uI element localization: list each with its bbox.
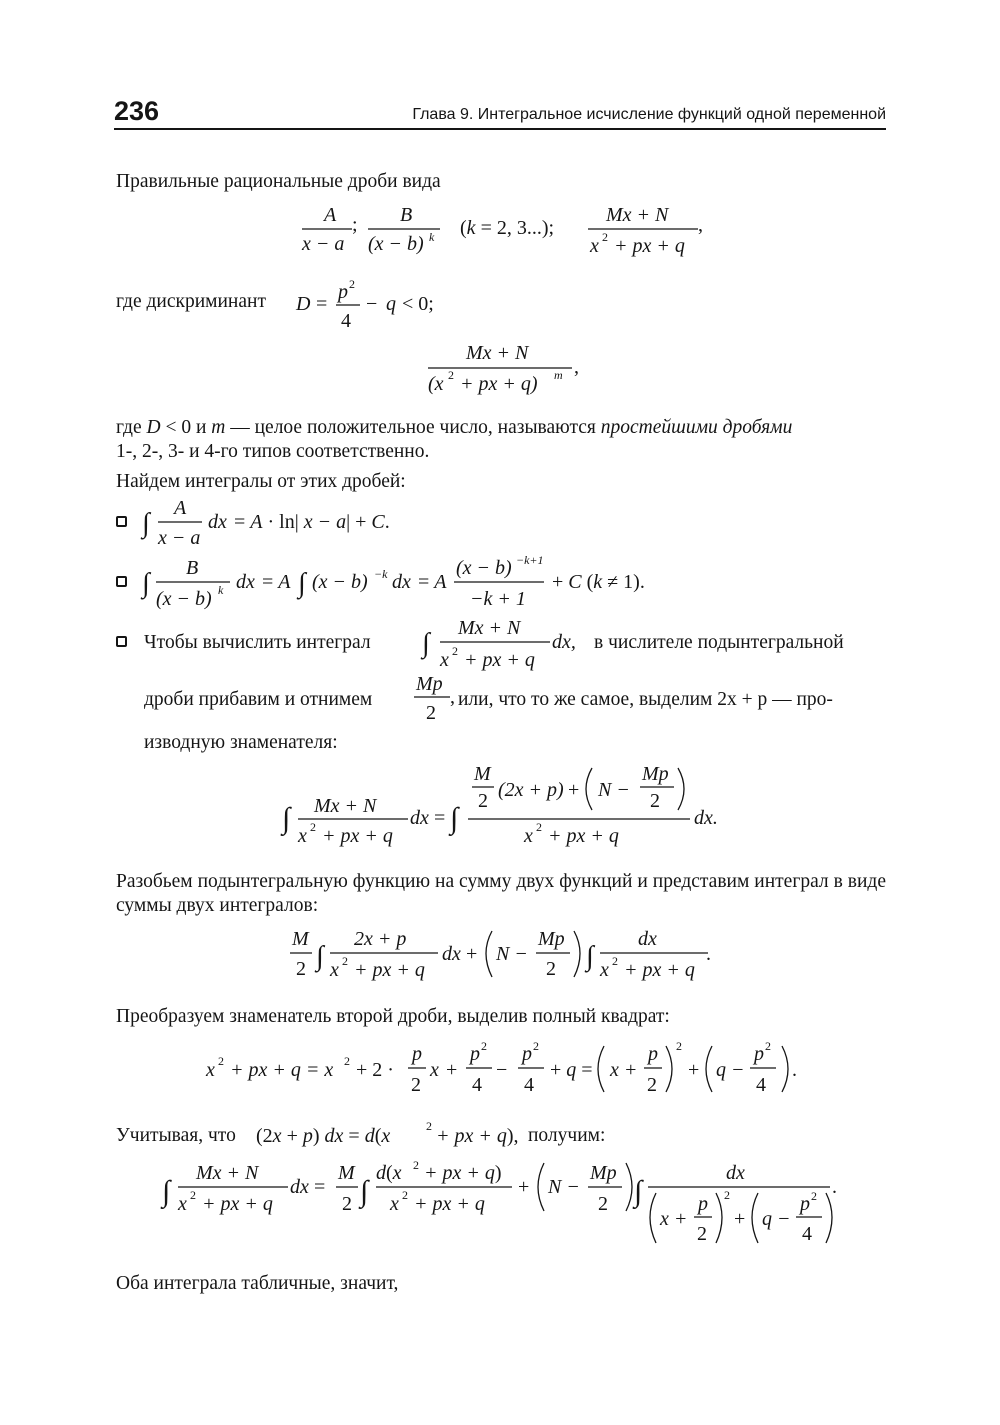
- bullet-marker-1: [116, 516, 127, 527]
- svg-text:dx: dx: [236, 571, 255, 593]
- svg-text:= A · ln| x − a| + C.: = A · ln| x − a| + C.: [234, 511, 390, 533]
- svg-text:−k + 1: −k + 1: [470, 588, 526, 610]
- svg-text:2: 2: [426, 1119, 432, 1133]
- svg-text:dx: dx: [442, 943, 461, 965]
- simplest-fractions-term: простейшими дробями: [600, 417, 793, 438]
- item3-prefix: Чтобы вычислить интеграл: [144, 632, 371, 653]
- svg-text:d(x: d(x: [376, 1162, 402, 1184]
- svg-text:2: 2: [546, 958, 556, 980]
- svg-text:Mp: Mp: [590, 1162, 617, 1184]
- bullet-marker-3: [116, 636, 127, 647]
- svg-text:= A: = A: [262, 571, 291, 593]
- svg-text:+ px + q: + px + q: [624, 959, 695, 981]
- svg-text:;: ;: [352, 214, 358, 236]
- svg-text:2: 2: [598, 1193, 608, 1215]
- item3-line2-suffix: или, что то же самое, выделим 2x + p — про-: [458, 689, 833, 710]
- final-decomposition-formula: [160, 1155, 840, 1255]
- svg-text:∫: ∫: [298, 568, 306, 599]
- find-integrals-text: Найдем интегралы от этих дробей:: [116, 471, 406, 492]
- svg-text:=: =: [314, 1176, 326, 1198]
- header-rule: [114, 128, 886, 130]
- svg-text:+ px + q: + px + q: [354, 959, 425, 981]
- svg-text:2: 2: [349, 277, 355, 291]
- svg-text:x: x: [330, 959, 339, 981]
- svg-text:p: p: [648, 1043, 658, 1065]
- svg-text:x: x: [206, 1059, 215, 1081]
- svg-text:∫: ∫: [450, 802, 459, 835]
- svg-text:2: 2: [411, 1074, 421, 1096]
- svg-text:=: =: [316, 293, 328, 315]
- svg-text:N −: N −: [496, 943, 528, 965]
- svg-text:x: x: [524, 825, 533, 847]
- svg-text:Mx + N: Mx + N: [606, 204, 669, 226]
- svg-text:2: 2: [402, 1188, 408, 1202]
- svg-text:2: 2: [612, 954, 618, 968]
- svg-text:+ px + q): + px + q): [424, 1162, 502, 1184]
- svg-text:∫: ∫: [316, 941, 324, 972]
- svg-text:=: =: [434, 807, 446, 829]
- svg-text:x +: x +: [660, 1208, 688, 1230]
- integral-type-1: [140, 496, 420, 554]
- svg-text:2: 2: [647, 1074, 657, 1096]
- svg-text:,: ,: [574, 356, 579, 378]
- svg-text:+: +: [734, 1208, 746, 1230]
- svg-text:p: p: [522, 1043, 532, 1065]
- differential-identity: [254, 1116, 524, 1150]
- svg-text:2: 2: [310, 820, 316, 834]
- svg-text:∫: ∫: [142, 568, 150, 599]
- svg-text:p: p: [338, 281, 348, 303]
- svg-text:4: 4: [472, 1074, 482, 1096]
- complete-square-formula: [204, 1040, 804, 1102]
- svg-text:x: x: [298, 825, 307, 847]
- svg-text:+ C (k ≠ 1).: + C (k ≠ 1).: [552, 571, 645, 593]
- svg-text:q −: q −: [716, 1059, 745, 1081]
- svg-text:x − a: x − a: [158, 527, 201, 549]
- svg-text:2: 2: [452, 644, 458, 658]
- svg-text:2: 2: [190, 1188, 196, 1202]
- svg-text:dx: dx: [290, 1176, 309, 1198]
- fourth-type-fraction: [424, 338, 594, 400]
- condition-text: — целое положительное число, называются: [230, 417, 596, 438]
- intro-paragraph: Правильные рациональные дроби вида: [116, 171, 441, 192]
- svg-text:2: 2: [448, 368, 454, 382]
- svg-text:M: M: [338, 1162, 355, 1184]
- svg-text:,: ,: [450, 686, 455, 708]
- svg-text:k: k: [218, 583, 224, 597]
- svg-text:p: p: [470, 1043, 480, 1065]
- svg-text:(x − b): (x − b): [312, 571, 368, 593]
- svg-text:q: q: [386, 293, 396, 315]
- svg-text:2: 2: [344, 1054, 350, 1068]
- considering-prefix: Учитывая, что: [116, 1125, 236, 1146]
- svg-text:+ q =: + q =: [550, 1059, 593, 1081]
- svg-text:∫: ∫: [360, 1175, 369, 1208]
- condition-line-2: 1-, 2-, 3- и 4-го типов соответственно.: [116, 441, 430, 462]
- svg-text:2: 2: [478, 790, 488, 812]
- svg-text:+ px + q: + px + q: [414, 1193, 485, 1215]
- svg-text:(x − b): (x − b): [456, 557, 512, 579]
- discriminant-text: где дискриминант: [116, 291, 266, 312]
- svg-text:(x: (x: [428, 373, 444, 395]
- svg-text:x: x: [390, 1193, 399, 1215]
- discriminant-formula: [294, 276, 444, 340]
- svg-text:+ px + q): + px + q): [460, 373, 538, 395]
- svg-text:2: 2: [697, 1223, 707, 1245]
- integral-type-2: [140, 554, 680, 614]
- svg-text:(2x + p): (2x + p): [498, 779, 564, 801]
- transform-paragraph: Преобразуем знаменатель второй дроби, выделив полный квадрат:: [116, 1006, 670, 1027]
- svg-text:Mp: Mp: [538, 928, 565, 950]
- svg-text:2: 2: [533, 1039, 539, 1053]
- svg-text:Mx + N: Mx + N: [314, 795, 377, 817]
- svg-text:A: A: [174, 497, 187, 519]
- svg-text:2: 2: [602, 230, 608, 244]
- svg-text:2: 2: [676, 1039, 682, 1053]
- svg-text:Mp: Mp: [642, 763, 669, 785]
- svg-text:Mx + N: Mx + N: [458, 617, 521, 639]
- svg-text:,: ,: [698, 214, 703, 236]
- svg-text:−: −: [366, 293, 378, 315]
- svg-text:N −: N −: [598, 779, 630, 801]
- svg-text:2: 2: [342, 954, 348, 968]
- svg-text:+ px + q: + px + q: [614, 235, 685, 257]
- svg-text:dx: dx: [208, 511, 227, 533]
- svg-text:2: 2: [811, 1189, 817, 1203]
- svg-text:p: p: [412, 1043, 422, 1065]
- svg-text:+ 2 ·: + 2 ·: [356, 1059, 394, 1081]
- svg-text:2: 2: [536, 820, 542, 834]
- both-tabular-text: Оба интеграла табличные, значит,: [116, 1273, 399, 1294]
- svg-text:+ px + q),: + px + q),: [436, 1125, 519, 1147]
- svg-text:p: p: [800, 1193, 810, 1215]
- svg-text:.: .: [706, 943, 711, 965]
- svg-text:D: D: [296, 293, 311, 315]
- svg-text:2: 2: [426, 702, 436, 724]
- mp-over-2: [412, 670, 462, 728]
- condition-line-1: где D < 0 и m — целое положительное число, называются простейшими дробями: [116, 417, 793, 438]
- svg-text:< 0;: < 0;: [402, 293, 434, 315]
- fraction-types-formula: [290, 198, 710, 264]
- numerator-rewrite-formula: [280, 760, 740, 860]
- svg-text:dx: dx: [410, 807, 429, 829]
- svg-text:p: p: [698, 1193, 708, 1215]
- svg-text:dx: dx: [726, 1162, 745, 1184]
- svg-text:2: 2: [218, 1054, 224, 1068]
- split-integrals-formula: [286, 925, 716, 987]
- svg-text:2: 2: [481, 1039, 487, 1053]
- svg-text:∫: ∫: [422, 628, 430, 659]
- svg-text:∫: ∫: [162, 1175, 171, 1208]
- svg-text:2: 2: [296, 958, 306, 980]
- svg-text:x +: x +: [610, 1059, 638, 1081]
- svg-text:x − a: x − a: [302, 233, 345, 255]
- svg-text:.: .: [792, 1059, 797, 1081]
- svg-text:A: A: [324, 204, 337, 226]
- svg-text:+ px + q: + px + q: [548, 825, 619, 847]
- svg-text:2: 2: [342, 1193, 352, 1215]
- bullet-marker-2: [116, 576, 127, 587]
- svg-text:m: m: [554, 368, 563, 382]
- condition-where: где: [116, 417, 142, 438]
- svg-text:= A: = A: [418, 571, 447, 593]
- svg-text:+: +: [688, 1059, 700, 1081]
- item3-inline-integral: [420, 612, 590, 674]
- svg-text:2: 2: [650, 790, 660, 812]
- chapter-title: Глава 9. Интегральное исчисление функций одной переменной: [412, 106, 886, 123]
- svg-text:x: x: [430, 1059, 439, 1081]
- svg-text:N −: N −: [548, 1176, 580, 1198]
- svg-text:B: B: [400, 204, 413, 226]
- svg-text:x: x: [178, 1193, 187, 1215]
- svg-text:−k: −k: [374, 567, 388, 581]
- item3-suffix: в числителе подынтегральной: [594, 632, 844, 653]
- svg-text:dx: dx: [392, 571, 411, 593]
- svg-text:+ px + q: + px + q: [322, 825, 393, 847]
- svg-text:dx,: dx,: [552, 631, 576, 653]
- svg-text:B: B: [186, 557, 199, 579]
- svg-text:Mp: Mp: [416, 673, 443, 695]
- svg-text:+ px + q: + px + q: [464, 649, 535, 671]
- item3-line3: изводную знаменателя:: [144, 732, 338, 753]
- svg-text:x: x: [600, 959, 609, 981]
- condition-and: и: [195, 417, 207, 438]
- considering-suffix: получим:: [528, 1125, 606, 1146]
- svg-text:2x + p: 2x + p: [354, 928, 407, 950]
- svg-text:4: 4: [802, 1223, 812, 1245]
- svg-text:.: .: [832, 1176, 837, 1198]
- svg-text:+ px + q = x: + px + q = x: [230, 1059, 334, 1081]
- svg-text:4: 4: [524, 1074, 534, 1096]
- svg-text:∫: ∫: [634, 1175, 643, 1208]
- svg-text:2: 2: [765, 1039, 771, 1053]
- svg-text:Mx + N: Mx + N: [196, 1162, 259, 1184]
- svg-text:k: k: [429, 230, 435, 244]
- item3-line2-prefix: дроби прибавим и отнимем: [144, 689, 373, 710]
- svg-text:x: x: [440, 649, 449, 671]
- svg-text:∫: ∫: [282, 802, 291, 835]
- svg-text:4: 4: [341, 310, 351, 332]
- svg-text:(2x + p) dx = d(x: (2x + p) dx = d(x: [256, 1125, 391, 1147]
- page-number: 236: [114, 96, 160, 126]
- svg-text:4: 4: [756, 1074, 766, 1096]
- svg-text:+: +: [446, 1059, 458, 1081]
- svg-text:+ px + q: + px + q: [202, 1193, 273, 1215]
- svg-text:+: +: [518, 1176, 530, 1198]
- svg-text:+: +: [466, 943, 478, 965]
- svg-text:Mx + N: Mx + N: [466, 342, 529, 364]
- svg-text:2: 2: [724, 1188, 730, 1202]
- svg-text:∫: ∫: [586, 941, 594, 972]
- svg-text:M: M: [474, 763, 491, 785]
- svg-text:+: +: [568, 779, 580, 801]
- svg-text:x: x: [590, 235, 599, 257]
- svg-text:∫: ∫: [142, 508, 150, 539]
- svg-text:dx: dx: [638, 928, 657, 950]
- svg-text:q −: q −: [762, 1208, 791, 1230]
- svg-text:M: M: [292, 928, 309, 950]
- svg-text:2: 2: [413, 1158, 419, 1172]
- svg-text:(x − b): (x − b): [156, 588, 212, 610]
- svg-text:dx.: dx.: [694, 807, 718, 829]
- svg-text:p: p: [754, 1043, 764, 1065]
- svg-text:−: −: [496, 1059, 508, 1081]
- svg-text:−k+1: −k+1: [516, 553, 544, 567]
- svg-text:(x − b): (x − b): [368, 233, 424, 255]
- split-paragraph: Разобьем подынтегральную функцию на сумму двух функций и представим интеграл в виде суммы двух интегралов:: [116, 871, 886, 916]
- svg-text:(k = 2, 3...);: (k = 2, 3...);: [460, 217, 555, 239]
